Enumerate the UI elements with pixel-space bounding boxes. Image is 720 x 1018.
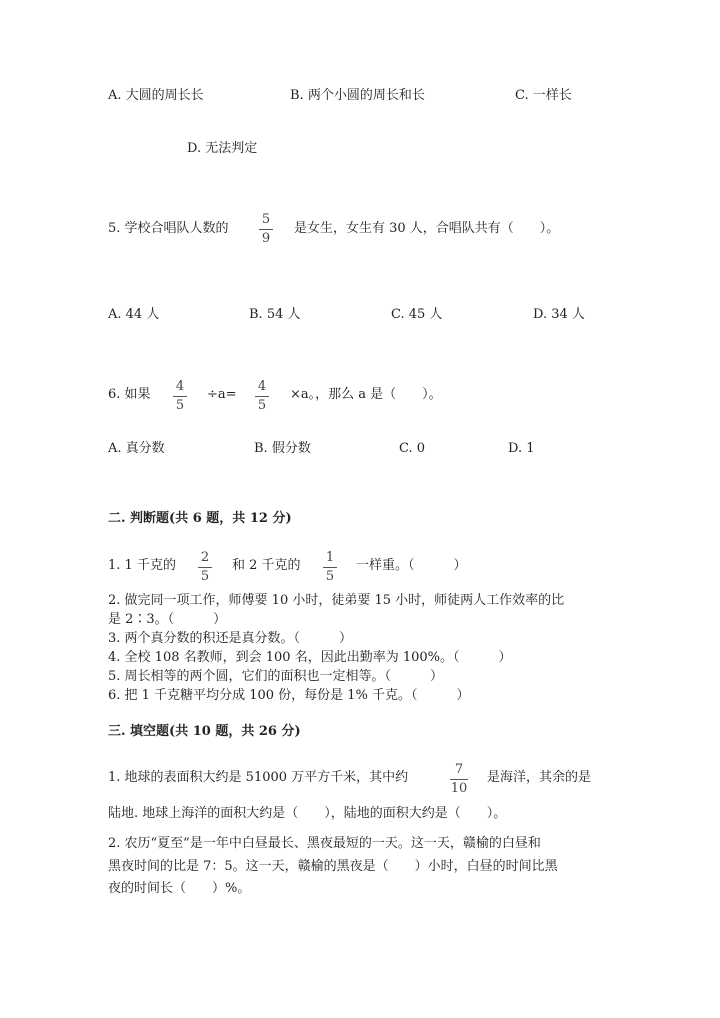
s2-q1-fraction-2-denominator: 5 (325, 569, 335, 584)
fraction-bar (198, 567, 212, 568)
s3-q1-fraction-numerator: 7 (454, 762, 464, 777)
q5-prefix: 5. 学校合唱队人数的 (108, 221, 229, 236)
s2-q6: 6. 把 1 千克糖平均分成 100 份，每份是 1% 千克。（ ） (108, 688, 470, 703)
q6-prefix: 6. 如果 (108, 387, 151, 402)
fraction-bar (450, 779, 468, 780)
s2-q1-fraction-1 (198, 551, 212, 584)
s2-q4: 4. 全校 108 名教师，到会 100 名，因此出勤率为 100%。（ ） (108, 650, 512, 665)
s2-q1-fraction-1-denominator: 5 (200, 569, 210, 584)
fraction-bar (323, 567, 337, 568)
s2-q1-prefix: 1. 1 千克的 (108, 558, 176, 573)
s2-q5: 5. 周长相等的两个圆，它们的面积也一定相等。（ ） (108, 669, 444, 684)
q4-option-b[interactable]: B. 两个小圆的周长和长 (290, 88, 425, 103)
q6-fraction-1-denominator: 5 (175, 398, 185, 413)
q6-fraction-2-numerator: 4 (257, 379, 267, 394)
q5-option-a[interactable]: A. 44 人 (108, 307, 160, 322)
q6-option-d[interactable]: D. 1 (508, 441, 535, 456)
s3-q1-prefix: 1. 地球的表面积大约是 51000 万平方千米，其中约 (108, 770, 409, 785)
q5-fraction-numerator: 5 (261, 212, 271, 227)
q6-option-b[interactable]: B. 假分数 (254, 441, 311, 456)
q5-fraction (259, 213, 273, 246)
s2-q1-fraction-2 (323, 551, 337, 584)
q6-fraction-2 (255, 380, 269, 413)
s3-q1-suffix: 是海洋，其余的是 (487, 770, 592, 785)
q6-option-c[interactable]: C. 0 (399, 441, 426, 456)
fraction-bar (255, 396, 269, 397)
q4-option-d[interactable]: D. 无法判定 (187, 141, 258, 156)
s3-q2-line1: 2. 农历“夏至”是一年中白昼最长、黑夜最短的一天。这一天，赣榆的白昼和 (108, 836, 541, 851)
q5-option-b[interactable]: B. 54 人 (249, 307, 301, 322)
q6-suffix: ×a。，那么 a 是（ ）。 (290, 387, 442, 402)
q6-fraction-2-denominator: 5 (257, 398, 267, 413)
s3-q1-line2: 陆地. 地球上海洋的面积大约是（ ），陆地的面积大约是（ ）。 (108, 806, 507, 821)
q5-suffix: 是女生，女生有 30 人，合唱队共有（ ）。 (294, 221, 560, 236)
q5-option-c[interactable]: C. 45 人 (391, 307, 443, 322)
q6-option-a[interactable]: A. 真分数 (108, 441, 165, 456)
s2-q3: 3. 两个真分数的积还是真分数。（ ） (108, 631, 353, 646)
s3-q1-fraction (450, 763, 468, 796)
s2-q1-fraction-2-numerator: 1 (325, 550, 335, 565)
q6-fraction-1-numerator: 4 (175, 379, 185, 394)
q6-fraction-1 (173, 380, 187, 413)
s2-q2-line2: 是 2∶3。（ ） (108, 612, 227, 627)
q6-mid: ÷a= (207, 387, 237, 402)
section3-title: 三. 填空题(共 10 题，共 26 分) (108, 724, 301, 739)
s3-q1-fraction-denominator: 10 (450, 781, 468, 796)
s3-q2-line2: 黑夜时间的比是 7：5。这一天，赣榆的黑夜是（ ）小时，白昼的时间比黑 (108, 859, 558, 874)
s2-q1-fraction-1-numerator: 2 (200, 550, 210, 565)
fraction-bar (173, 396, 187, 397)
s2-q1-mid: 和 2 千克的 (232, 558, 301, 573)
fraction-bar (259, 229, 273, 230)
q5-option-d[interactable]: D. 34 人 (533, 307, 585, 322)
q4-option-c[interactable]: C. 一样长 (515, 88, 572, 103)
q5-fraction-denominator: 9 (261, 231, 271, 246)
s2-q2-line1: 2. 做完同一项工作，师傅要 10 小时，徒弟要 15 小时，师徒两人工作效率的比 (108, 593, 565, 608)
section2-title: 二. 判断题(共 6 题，共 12 分) (108, 511, 292, 526)
s3-q2-line3: 夜的时间长（ ）%。 (108, 881, 251, 896)
s2-q1-suffix: 一样重。（ ） (356, 558, 467, 573)
q4-option-a[interactable]: A. 大圆的周长长 (108, 88, 204, 103)
